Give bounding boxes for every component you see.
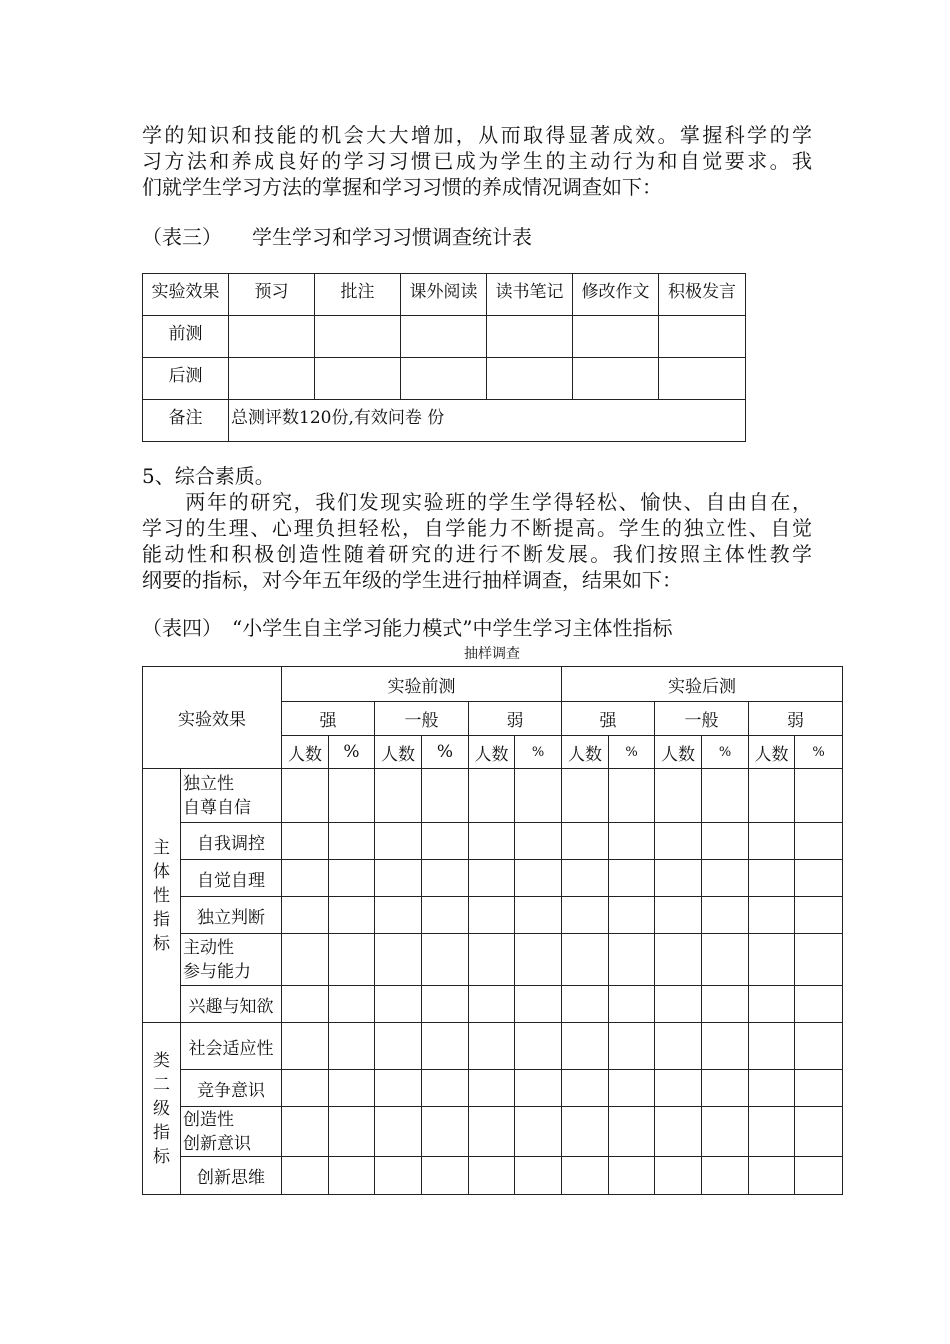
table4-item xyxy=(181,769,282,823)
table4-col: % xyxy=(609,736,655,769)
table4-col: % xyxy=(422,736,469,769)
table3-header: 课外阅读 xyxy=(401,274,487,316)
item-line: 参与能力 xyxy=(183,961,251,982)
group1-char: 性 xyxy=(153,885,170,906)
table-row xyxy=(143,1157,843,1195)
table4-level: 一般 xyxy=(655,702,749,736)
table3-header: 修改作文 xyxy=(573,274,659,316)
table3-note-text: 总测评数120份,有效问卷 份 xyxy=(229,400,746,442)
intro-line: 们就学生学习方法的掌握和学习习惯的养成情况调查如下： xyxy=(142,175,662,199)
table3-header: 预习 xyxy=(229,274,315,316)
intro-line: 学的知识和技能的机会大大增加，从而取得显著成效。掌握科学的学 xyxy=(142,123,812,147)
section5-line: 能动性和积极创造性随着研究的进行不断发展。我们按照主体性教学 xyxy=(142,542,812,566)
group1-char: 标 xyxy=(153,933,170,954)
item-line: 自尊自信 xyxy=(183,797,251,818)
group2-char: 二 xyxy=(153,1074,170,1095)
table-row xyxy=(143,400,746,442)
table3-header: 批注 xyxy=(315,274,401,316)
table4-item: 兴趣与知欲 xyxy=(181,986,282,1023)
table3-survey xyxy=(142,273,746,442)
table-row xyxy=(143,823,843,860)
table3-caption: （表三） 学生学习和学习习惯调查统计表 xyxy=(142,225,532,249)
table-row xyxy=(143,769,843,823)
table3-header-row xyxy=(143,274,746,316)
table3-cell xyxy=(659,358,746,400)
intro-line: 习方法和养成良好的学习习惯已成为学生的主动行为和自觉要求。我 xyxy=(142,149,812,173)
table4-pre-header: 实验前测 xyxy=(282,667,562,702)
table3-cell xyxy=(573,358,659,400)
table3-cell xyxy=(229,358,315,400)
table3-cell xyxy=(315,358,401,400)
section5-line: 纲要的指标，对今年五年级的学生进行抽样调查，结果如下： xyxy=(142,568,682,592)
table4-item: 自觉自理 xyxy=(181,860,282,897)
table3-row-label: 后测 xyxy=(143,358,229,400)
table-row xyxy=(143,1107,843,1157)
item-line: 创造性 xyxy=(183,1109,234,1130)
section5-line: 学习的生理、心理负担轻松，自学能力不断提高。学生的独立性、自觉 xyxy=(142,516,812,540)
section5-paragraph xyxy=(142,463,812,593)
table4-col: 人数 xyxy=(282,736,329,769)
table4-level: 强 xyxy=(562,702,655,736)
table4-item: 自我调控 xyxy=(181,823,282,860)
table-row xyxy=(143,1023,843,1070)
table-row xyxy=(143,1070,843,1107)
group2-char: 级 xyxy=(153,1098,170,1119)
table4-col: 人数 xyxy=(655,736,702,769)
table4-item: 独立判断 xyxy=(181,897,282,934)
table4-caption: （表四） “小学生自主学习能力模式”中学生学习主体性指标 xyxy=(142,616,673,640)
table4-level: 弱 xyxy=(749,702,843,736)
table4-subcaption: 抽样调查 xyxy=(464,646,520,662)
table4-col: 人数 xyxy=(375,736,422,769)
table4-level: 一般 xyxy=(375,702,469,736)
table4-level: 强 xyxy=(282,702,375,736)
group2-char: 类 xyxy=(153,1050,170,1071)
table4-survey xyxy=(142,666,843,1195)
table3-cell xyxy=(315,316,401,358)
section5-heading: 5、综合素质。 xyxy=(142,464,275,488)
table-row xyxy=(143,358,746,400)
table3-cell xyxy=(487,316,573,358)
table4-item xyxy=(181,934,282,986)
group1-char: 指 xyxy=(153,909,170,930)
table3-cell xyxy=(573,316,659,358)
table3-note-label: 备注 xyxy=(143,400,229,442)
table3-header: 读书笔记 xyxy=(487,274,573,316)
table4-header-row xyxy=(143,667,843,702)
item-line: 创新意识 xyxy=(183,1133,251,1154)
table-row xyxy=(143,986,843,1023)
table4-col: 人数 xyxy=(562,736,609,769)
table3-row-label: 前测 xyxy=(143,316,229,358)
group2-char: 标 xyxy=(153,1146,170,1167)
table3-header: 实验效果 xyxy=(143,274,229,316)
item-line: 主动性 xyxy=(183,937,234,958)
table3-header: 积极发言 xyxy=(659,274,746,316)
table3-cell xyxy=(659,316,746,358)
item-line: 独立性 xyxy=(183,773,234,794)
table4-item: 社会适应性 xyxy=(181,1023,282,1070)
table-row xyxy=(143,934,843,986)
table3-cell xyxy=(401,316,487,358)
table4-level: 弱 xyxy=(469,702,562,736)
table3-cell xyxy=(401,358,487,400)
table4-col: 人数 xyxy=(749,736,795,769)
table4-group2-label xyxy=(143,1023,181,1195)
table-row xyxy=(143,860,843,897)
table4-post-header: 实验后测 xyxy=(562,667,843,702)
group2-char: 指 xyxy=(153,1122,170,1143)
table-row xyxy=(143,897,843,934)
table4-col: % xyxy=(795,736,843,769)
table4-item: 竞争意识 xyxy=(181,1070,282,1107)
table4-col: % xyxy=(702,736,749,769)
table4-corner: 实验效果 xyxy=(143,667,282,769)
table-row xyxy=(143,316,746,358)
table4-col: % xyxy=(329,736,375,769)
table4-group1-label xyxy=(143,769,181,1023)
table3-cell xyxy=(487,358,573,400)
table4-col: 人数 xyxy=(469,736,515,769)
table4-item xyxy=(181,1107,282,1157)
section5-line: 两年的研究，我们发现实验班的学生学得轻松、愉快、自由自在， xyxy=(142,490,812,514)
group1-char: 主 xyxy=(153,837,170,858)
table4-col: % xyxy=(515,736,562,769)
group1-char: 体 xyxy=(153,861,170,882)
intro-paragraph xyxy=(142,122,812,200)
table3-cell xyxy=(229,316,315,358)
table4-item: 创新思维 xyxy=(181,1157,282,1195)
